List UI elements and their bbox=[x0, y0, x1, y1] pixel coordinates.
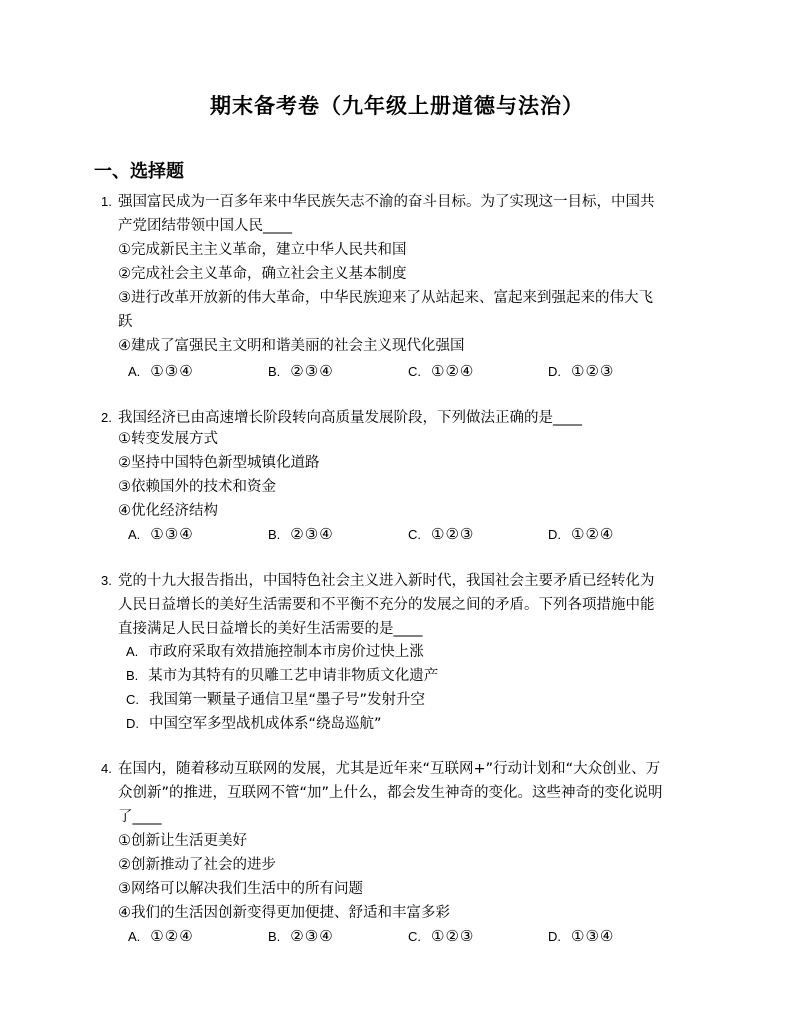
answer-option-c[interactable]: C. ①②③ bbox=[408, 525, 475, 543]
page-title: 期末备考卷（九年级上册道德与法治） bbox=[210, 93, 584, 118]
question-stem-line: 党的十九大报告指出，中国特色社会主义进入新时代，我国社会主要矛盾已经转化为 bbox=[118, 573, 655, 589]
section-title: 一、选择题 bbox=[94, 161, 184, 182]
answer-option-a[interactable]: A. ①②④ bbox=[128, 927, 194, 945]
answer-option-c[interactable]: C. ①②③ bbox=[408, 927, 475, 945]
question-stem-line: 强国富民成为一百多年来中华民族矢志不渝的奋斗目标。为了实现这一目标，中国共 bbox=[118, 194, 655, 210]
answer-option-d[interactable]: D. ①②③ bbox=[548, 362, 615, 380]
answer-option-d[interactable]: D. ①③④ bbox=[548, 927, 615, 945]
question-stem-line: 我国经济已由高速增长阶段转向高质量发展阶段，下列做法正确的是____ bbox=[118, 410, 582, 426]
answer-option-d[interactable]: D. 中国空军多型战机成体系“绕岛巡航” bbox=[126, 716, 382, 732]
answer-option-b[interactable]: B. ②③④ bbox=[268, 927, 334, 945]
answer-option-c[interactable]: C. ①②④ bbox=[408, 362, 475, 380]
statement-item: ④优化经济结构 bbox=[118, 503, 218, 519]
question-number: 1. bbox=[101, 194, 112, 209]
question-number: 4. bbox=[101, 761, 112, 776]
statement-item: ①完成新民主主义革命，建立中华人民共和国 bbox=[118, 242, 407, 258]
question-stem-line: 人民日益增长的美好生活需要和不平衡不充分的发展之间的矛盾。下列各项措施中能 bbox=[118, 597, 655, 613]
answer-option-b[interactable]: B. 某市为其特有的贝雕工艺申请非物质文化遗产 bbox=[126, 668, 439, 684]
answer-option-d[interactable]: D. ①②④ bbox=[548, 525, 615, 543]
question-stem-line: 产党团结带领中国人民____ bbox=[118, 218, 292, 234]
statement-item: ③网络可以解决我们生活中的所有问题 bbox=[118, 881, 363, 897]
answer-option-b[interactable]: B. ②③④ bbox=[268, 525, 334, 543]
answer-option-c[interactable]: C. 我国第一颗量子通信卫星“墨子号”发射升空 bbox=[126, 692, 426, 708]
question-number: 3. bbox=[101, 573, 112, 588]
statement-item: ④建成了富强民主文明和谐美丽的社会主义现代化强国 bbox=[118, 338, 465, 354]
statement-item: ②完成社会主义革命，确立社会主义基本制度 bbox=[118, 266, 407, 282]
question-stem-line: 直接满足人民日益增长的美好生活需要的是____ bbox=[118, 621, 423, 637]
question-number: 2. bbox=[101, 410, 112, 425]
answer-option-a[interactable]: A. ①③④ bbox=[128, 362, 194, 380]
statement-item: ①转变发展方式 bbox=[118, 431, 218, 447]
question-stem-line: 在国内，随着移动互联网的发展，尤其是近年来“互联网+”行动计划和“大众创业、万 bbox=[118, 761, 661, 777]
answer-option-a[interactable]: A. ①③④ bbox=[128, 525, 194, 543]
statement-item: ②坚持中国特色新型城镇化道路 bbox=[118, 455, 320, 471]
statement-item: ②创新推动了社会的进步 bbox=[118, 857, 276, 873]
statement-item: ③进行改革开放新的伟大革命，中华民族迎来了从站起来、富起来到强起来的伟大飞 bbox=[118, 290, 653, 306]
statement-item: ④我们的生活因创新变得更加便捷、舒适和丰富多彩 bbox=[118, 905, 450, 921]
statement-item: ①创新让生活更美好 bbox=[118, 833, 247, 849]
question-stem-line: 众创新”的推进，互联网不管“加”上什么，都会发生神奇的变化。这些神奇的变化说明 bbox=[118, 785, 663, 801]
answer-option-b[interactable]: B. ②③④ bbox=[268, 362, 334, 380]
statement-item: ③依赖国外的技术和资金 bbox=[118, 479, 276, 495]
question-stem-line: 了____ bbox=[118, 809, 162, 825]
statement-item: 跃 bbox=[118, 314, 133, 330]
answer-option-a[interactable]: A. 市政府采取有效措施控制本市房价过快上涨 bbox=[126, 644, 424, 660]
